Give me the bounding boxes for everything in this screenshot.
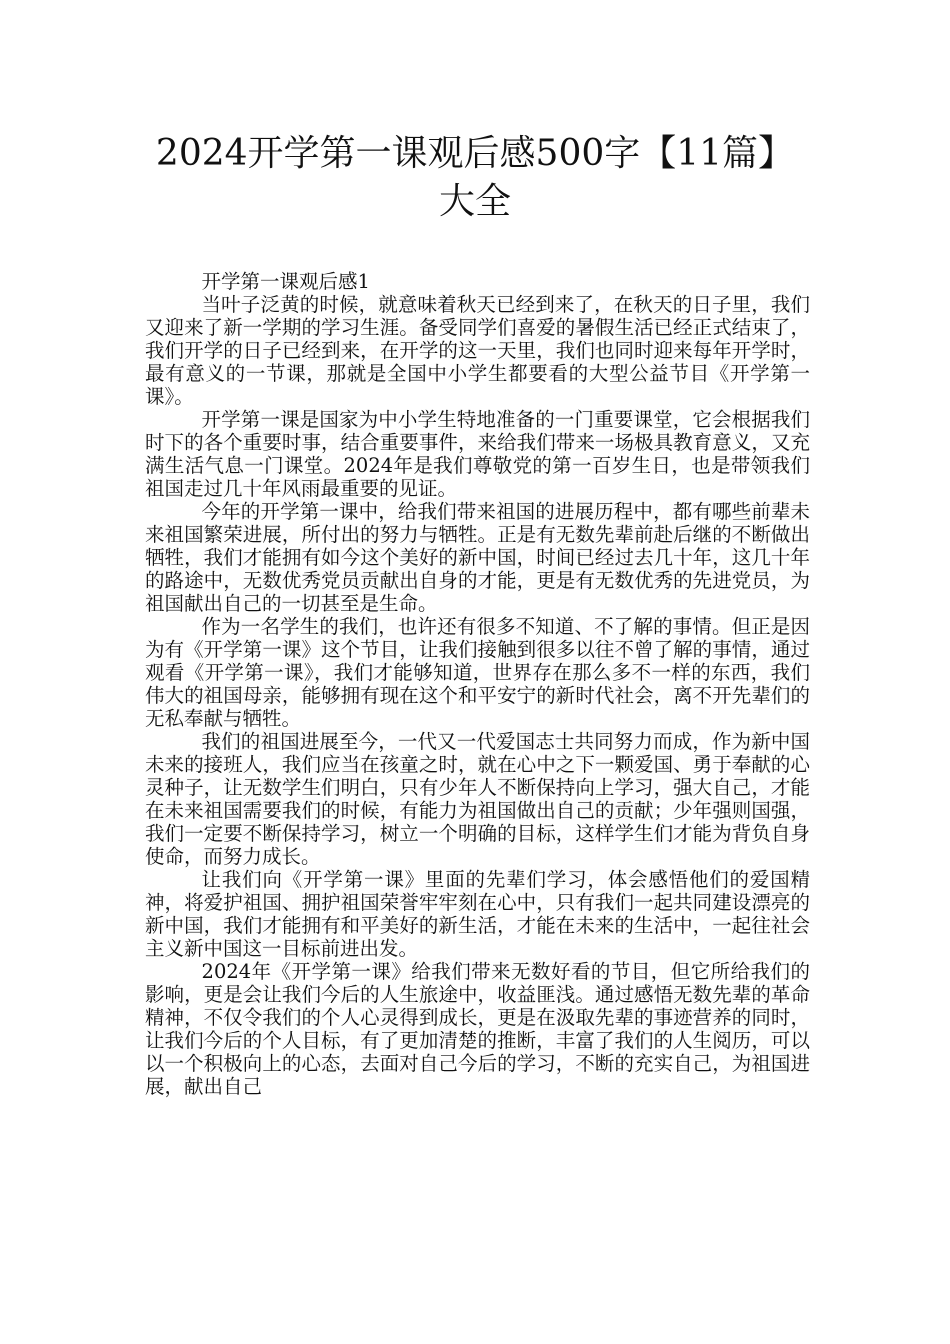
document-body <box>145 270 810 1098</box>
paragraph: 让我们向《开学第一课》里面的先辈们学习，体会感悟他们的爱国精神，将爱护祖国、拥护祖国荣誉牢牢刻在心中，只有我们一起共同建设漂亮的新中国，我们才能拥有和平美好的新生活，才能在未来的生活中，一起往社会主义新中国这一目标前进出发。 <box>145 868 810 960</box>
paragraph: 当叶子泛黄的时候，就意味着秋天已经到来了，在秋天的日子里，我们又迎来了新一学期的学习生涯。备受同学们喜爱的暑假生活已经正式结束了，我们开学的日子已经到来，在开学的这一天里，我们也同时迎来每年开学时，最有意义的一节课，那就是全国中小学生都要看的大型公益节目《开学第一课》。 <box>145 293 810 408</box>
document-title: 2024开学第一课观后感500字【11篇】大全 <box>155 133 795 222</box>
section-heading: 开学第一课观后感1 <box>201 270 370 293</box>
paragraph: 我们的祖国进展至今，一代又一代爱国志士共同努力而成，作为新中国未来的接班人，我们应当在孩童之时，就在心中之下一颗爱国、勇于奉献的心灵种子，让无数学生们明白，只有少年人不断保持向上学习，强大自己，才能在未来祖国需要我们的时候，有能力为祖国做出自己的贡献；少年强则国强，我们一定要不断保持学习，树立一个明确的目标，这样学生们才能为背负自身使命，而努力成长。 <box>145 730 810 868</box>
paragraph: 2024年《开学第一课》给我们带来无数好看的节目，但它所给我们的影响，更是会让我们今后的人生旅途中，收益匪浅。通过感悟无数先辈的革命精神，不仅令我们的个人心灵得到成长，更是在汲取先辈的事迹营养的同时，让我们今后的个人目标，有了更加清楚的推断，丰富了我们的人生阅历，可以以一个积极向上的心态，去面对自己今后的学习，不断的充实自己，为祖国进展，献出自己 <box>145 960 810 1098</box>
paragraph: 开学第一课是国家为中小学生特地准备的一门重要课堂，它会根据我们时下的各个重要时事，结合重要事件，来给我们带来一场极具教育意义，又充满生活气息一门课堂。2024年是我们尊敬党的第一百岁生日，也是带领我们祖国走过几十年风雨最重要的见证。 <box>145 408 810 500</box>
paragraph: 今年的开学第一课中，给我们带来祖国的进展历程中，都有哪些前辈未来祖国繁荣进展，所付出的努力与牺牲。正是有无数先辈前赴后继的不断做出牺牲，我们才能拥有如今这个美好的新中国，时间已经过去几十年，这几十年的路途中，无数优秀党员贡献出自身的才能，更是有无数优秀的先进党员，为祖国献出自己的一切甚至是生命。 <box>145 500 810 615</box>
paragraph: 作为一名学生的我们，也许还有很多不知道、不了解的事情。但正是因为有《开学第一课》这个节目，让我们接触到很多以往不曾了解的事情，通过观看《开学第一课》，我们才能够知道，世界存在那么多不一样的东西，我们伟大的祖国母亲，能够拥有现在这个和平安宁的新时代社会，离不开先辈们的无私奉献与牺牲。 <box>145 615 810 730</box>
